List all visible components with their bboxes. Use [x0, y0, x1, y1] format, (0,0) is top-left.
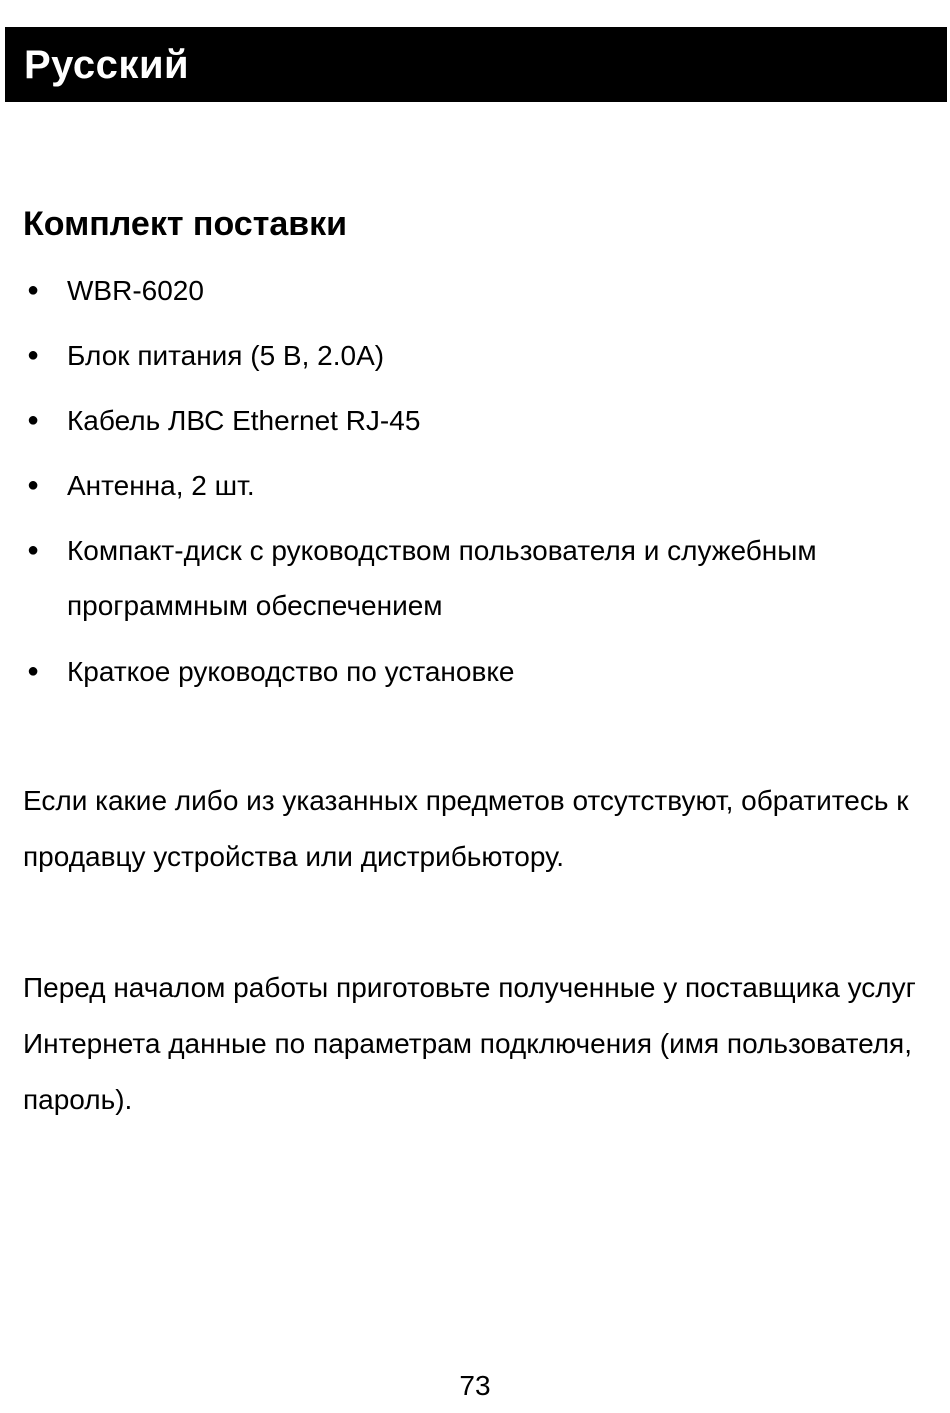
bullet-icon: ● [27, 344, 40, 366]
bullet-icon: ● [27, 539, 40, 561]
bullet-icon: ● [27, 409, 40, 431]
list-item-text: Антенна, 2 шт. [67, 470, 255, 501]
section-title: Комплект поставки [23, 205, 348, 243]
language-header-bar [5, 27, 947, 102]
bullet-icon: ● [27, 474, 40, 496]
list-item-text: Кабель ЛВС Ethernet RJ-45 [67, 405, 421, 436]
list-item-text: WBR-6020 [67, 275, 204, 306]
page-number: 73 [459, 1370, 491, 1401]
list-item-text: Компакт-диск с руководством пользователя и служебным программным обеспечением [67, 535, 817, 621]
preparation-paragraph: Перед началом работы приготовьте полученные у поставщика услуг Интернета данные по параметрам подключения (имя пользователя, пароль). [23, 972, 916, 1115]
bullet-icon: ● [27, 279, 40, 301]
missing-items-paragraph: Если какие либо из указанных предметов отсутствуют, обратитесь к продавцу устройства или дистрибьютору. [23, 785, 909, 872]
list-item-text: Блок питания (5 В, 2.0A) [67, 340, 385, 371]
language-title: Русский [24, 43, 190, 87]
list-item-text: Краткое руководство по установке [67, 656, 515, 687]
bullet-icon: ● [27, 660, 40, 682]
